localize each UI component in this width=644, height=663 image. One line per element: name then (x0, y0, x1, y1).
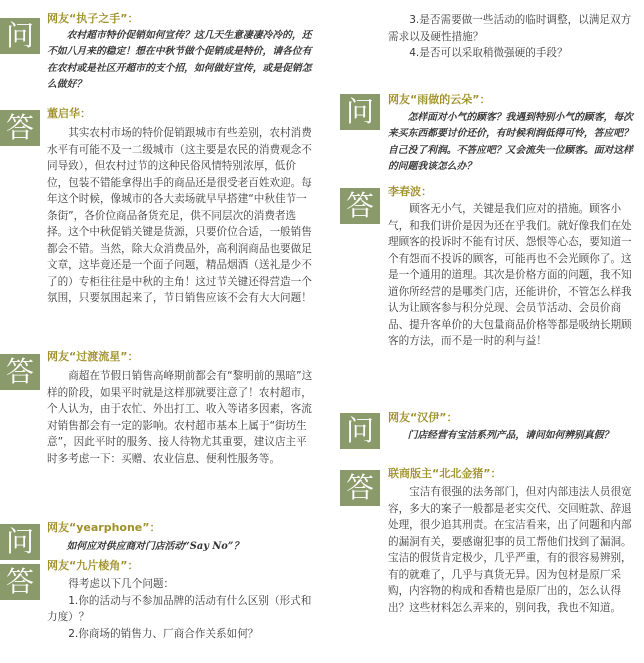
answer-text (47, 576, 313, 642)
answer-text: 其实农村市场的特价促销跟城市有些差别，农村消费水平有可能不及一二级城市（这主要是农民的消费观念不同导致），但农村过节的这种民俗风情特别浓厚，低价位，包装不错能拿得出手的商品还是很受老百姓欢迎。每年这个时候，像城市的各大卖场就早早搭建“中秋佳节一条街”，各价位商品备货充足，供不同层次的消费者选择。这个中秋促销关键是货源，只要价位合适，一般销售都会不错。当然，除大众消费品外，高利润商品也要做足文章，这毕竟还是一个面子问题，精品烟酒（送礼是少不了的）专柜往往是中秋的主角！这过节关键还得营造一个氛围，只要氛围起来了，节日销售应该不会有大大问题！ (47, 127, 312, 304)
answer-line: 3.是否需要做一些活动的临时调整，以满足双方需求以及硬性措施？ (388, 14, 632, 43)
question-badge: 问 (0, 524, 40, 560)
answer-badge: 答 (0, 564, 40, 600)
question-author: 网友“雨做的云朵”： (388, 93, 491, 106)
answer-text: 宝洁有很强的法务部门，但对内部违法人员很宽容，多大的案子一般都是老实交代、交回赃款、辞退处理，很少追其刑责。在宝洁看来，出了问题和内部的漏洞有关，要感谢犯事的员工帮他们找到了漏洞。宝洁的假货肯定极少，几乎严重，有的很容易辨别，有的就难了，几乎与真货无异。因为包材是原厂采购，内容物的构成和香精也是原厂出的，怎么认得出？这些材料怎么弄来的，别问我，我也不知道。 (388, 486, 632, 614)
answer-badge: 答 (0, 354, 40, 390)
question-badge: 问 (0, 18, 40, 54)
answer-line: 得考虑以下几个问题： (68, 578, 175, 590)
question-text: 如何应对供应商对门店活动“Say No”？ (66, 541, 244, 552)
answer-author: 网友“九片棱角”： (47, 559, 139, 572)
answer-author: 董启华： (47, 107, 91, 120)
answer-author: 联商版主“北北金猪”： (388, 467, 502, 480)
question-text: 门店经营有宝洁系列产品，请问如何辨别真假？ (407, 430, 614, 441)
answer-badge: 答 (340, 470, 380, 506)
answer-line: 4.是否可以采取稍微强硬的手段？ (409, 47, 568, 59)
question-author: 网友“汉伊”： (388, 411, 458, 424)
question-text: 怎样面对小气的顾客？我遇到特别小气的顾客，每次来买东西都要讨价还价，有时候利润低得可怜，答应吧？自己没了利润。不答应吧？又会流失一位顾客。面对这样的问题我该怎么办？ (388, 112, 633, 172)
question-badge: 问 (340, 413, 380, 449)
question-author: 网友“yearphone”： (47, 521, 161, 534)
answer-text: 顾客无小气，关键是我们应对的措施。顾客小气，和我们讲价是因为还在乎我们。就好像我们在处理顾客的投诉时不能有讨厌、怨恨等心态，要知道一个有怨而不投诉的顾客，可能再也不会光顾你了。这是一个通用的道理。其次是价格方面的问题，我不知道你所经营的是哪类门店，还能讲价，不管怎么样我认为让顾客参与积分兑现、会员节活动、会员价商品、提升客单价的大包量商品价格等都是吸纳长期顾客的方法，而不是一时的利与益！ (388, 203, 632, 347)
answer-badge: 答 (0, 110, 40, 146)
answer-line: 2.你商场的销售力、厂商合作关系如何？ (68, 627, 259, 640)
question-text: 农村超市特价促销如何宣传？这几天生意凄凄冷冷的，还不如八月来的稳定！想在中秋节做个促销成是特价，请各位有在农村或是社区开超市的支个招，如何做好宣传，或是促销怎么做好？ (47, 30, 312, 90)
question-badge: 问 (340, 94, 380, 130)
answer-text: 商超在节假日销售高峰期前都会有“黎明前的黑暗”这样的阶段，如果平时就是这样那就要注意了！农村超市，个人认为，由于农忙、外出打工、收入等诸多因素，客流对销售都会有一定的影响。农村超市基本上属于“街坊生意”，因此平时的服务、接人待物尤其重要，建议店主平时多考虑一下：买赠、农业信息、便利性服务等。 (47, 370, 313, 465)
answer-author: 网友“过渡流星”： (47, 350, 139, 363)
answer-badge: 答 (340, 188, 380, 224)
answer-line: 1.你的活动与不参加品牌的活动有什么区别（形式和力度）？ (47, 594, 312, 623)
question-author: 网友“执子之手”： (47, 12, 139, 25)
answer-text-continued (388, 12, 640, 62)
answer-author: 李春波： (388, 185, 432, 198)
